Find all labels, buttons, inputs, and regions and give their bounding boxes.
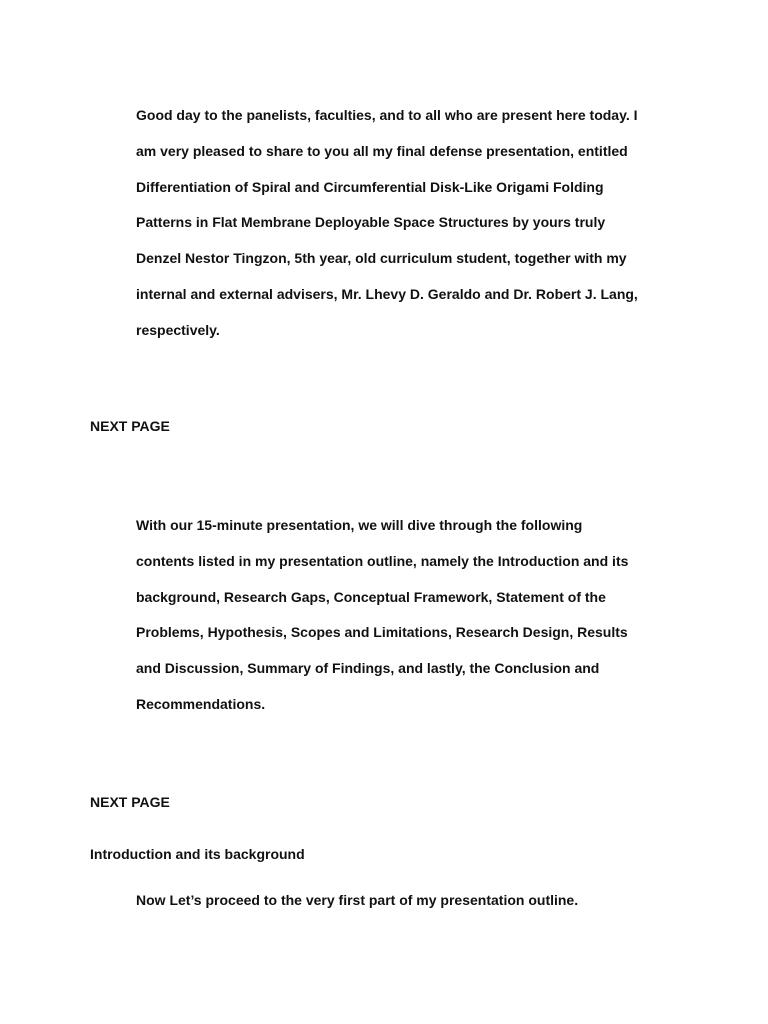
paragraph-line: contents listed in my presentation outline, namely the Introduction and its xyxy=(136,552,629,569)
introduction-paragraph xyxy=(136,891,696,927)
paragraph-line: Patterns in Flat Membrane Deployable Space Structures by yours truly xyxy=(136,214,606,231)
paragraph-line: and Discussion, Summary of Findings, and lastly, the Conclusion and xyxy=(136,660,600,677)
paragraph-line: With our 15-minute presentation, we will dive through the following xyxy=(136,517,583,533)
outline-overview-paragraph xyxy=(136,516,696,731)
paragraph-line: background, Research Gaps, Conceptual Framework, Statement of the xyxy=(136,588,606,605)
opening-greeting-paragraph xyxy=(136,106,696,357)
paragraph-line: Denzel Nestor Tingzon, 5th year, old curriculum student, together with my xyxy=(136,250,627,267)
paragraph-line: respectively. xyxy=(136,321,220,338)
paragraph-line: Recommendations. xyxy=(136,695,266,712)
section-heading: Introduction and its background xyxy=(90,846,305,862)
next-page-marker: NEXT PAGE xyxy=(90,418,170,434)
paragraph-line: internal and external advisers, Mr. Lhevy D. Geraldo and Dr. Robert J. Lang, xyxy=(136,285,638,302)
paragraph-line: Problems, Hypothesis, Scopes and Limitations, Research Design, Results xyxy=(136,624,628,641)
paragraph-line: Good day to the panelists, faculties, and to all who are present here today. I xyxy=(136,107,638,123)
next-page-marker: NEXT PAGE xyxy=(90,794,170,810)
paragraph-line: Now Let’s proceed to the very first part of my presentation outline. xyxy=(136,892,579,908)
paragraph-line: Differentiation of Spiral and Circumferential Disk-Like Origami Folding xyxy=(136,178,604,195)
paragraph-line: am very pleased to share to you all my final defense presentation, entitled xyxy=(136,142,628,159)
